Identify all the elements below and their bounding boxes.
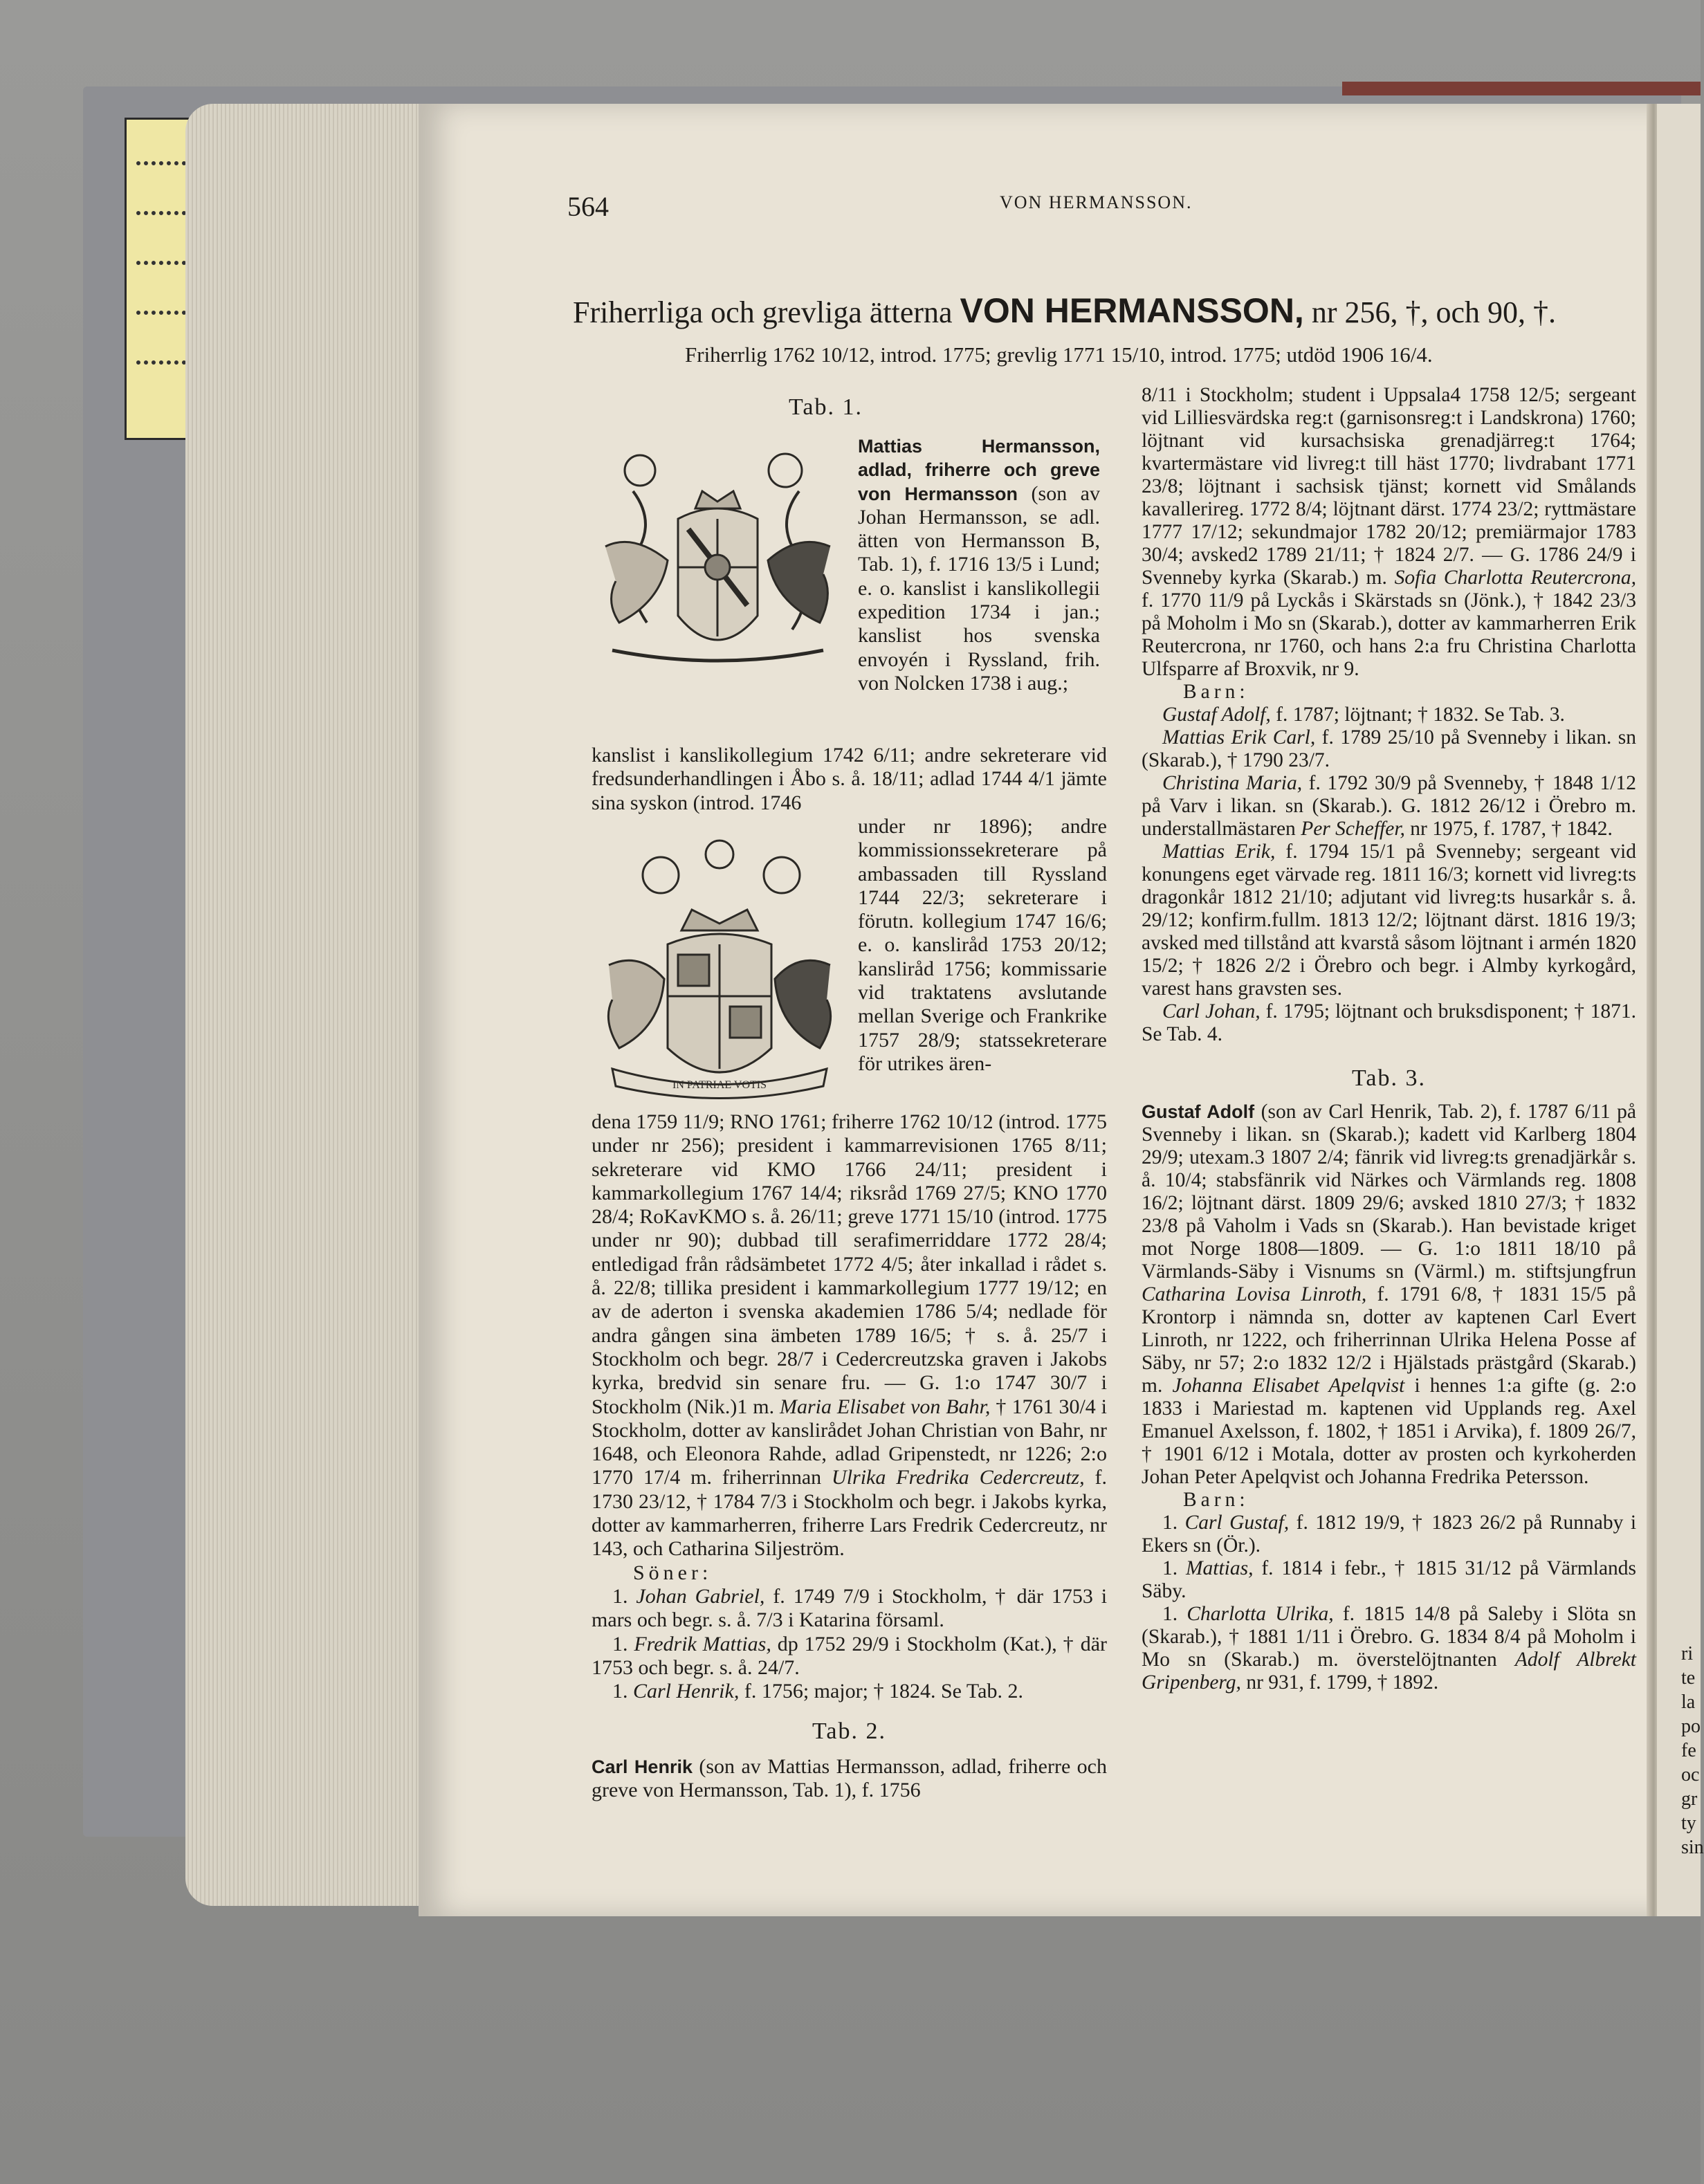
- comital-coat-of-arms-icon: [592, 827, 848, 1110]
- facing-page-fragment: gr: [1681, 1788, 1698, 1810]
- tab1-text-column-3: [858, 815, 1107, 1076]
- tab1-son-3: 1. Carl Henrik, f. 1756; major; † 1824. Se Tab. 2.: [612, 1680, 1023, 1703]
- tab2-child-5: Carl Johan, f. 1795; löjtnant och bruksdisponent; † 1871. Se Tab. 4.: [1142, 1000, 1637, 1045]
- title-prefix: Friherrliga och grevliga ätterna: [573, 295, 960, 329]
- tab1-name: Mattias Hermansson, adlad, friherre och greve von Hermansson: [858, 436, 1100, 504]
- facing-page-fragment: oc: [1681, 1764, 1700, 1786]
- right-column: [1142, 384, 1636, 1694]
- facing-page-fragment: ty: [1681, 1813, 1696, 1834]
- tab1-son-1: 1. Johan Gabriel, f. 1749 7/9 i Stockholm, † där 1753 i mars och begr. s. å. 7/3 i Katarina församl.: [592, 1584, 1108, 1632]
- tab3-child-1: 1. Carl Gustaf, f. 1812 19/9, † 1823 26/2 på Runnaby i Ekers sn (Ör.).: [1142, 1512, 1637, 1557]
- tab3-text-1: (son av Carl Henrik, Tab. 2), f. 1787 6/11 på Svenneby i likan. sn (Skarab.); kadett vid Karlberg 1804 29/9; utexam.3 1807 2/4; fänrik vid livreg:ts grenadjärkår s. å. 10/4; stabsfänrik vid Närkes och Värmlands reg. 1808 16/2; löjtnant därst. 1809 29/6; avsked 1810 27/3; † 1832 23/8 på Vaholm i Vads sn (Skarab.). Han bevistade kriget mot Norge 1808—1809. — G. 1:o 1811 18/10 på Värmlands-Säby i Visnums sn (Värml.) m. stiftsjungfrun: [1142, 1101, 1636, 1283]
- page-subtitle: Friherrlig 1762 10/12, introd. 1775; grevlig 1771 15/10, introd. 1775; utdöd 1906 16/4.: [685, 342, 1433, 367]
- tab3-barn-heading: Barn:: [1183, 1489, 1249, 1511]
- tab1-wife-2: Ulrika Fredrika Cedercreutz,: [832, 1466, 1085, 1489]
- tab3-name: Gustaf Adolf: [1142, 1101, 1255, 1122]
- tab2-child-3: Christina Maria, f. 1792 30/9 på Svenneby, † 1848 1/12 på Varv i likan. sn (Skarab.). G. 1812 26/12 i Örebro m. understallmästaren Per Scheffer, nr 1975, f. 1787, † 1842.: [1142, 772, 1636, 840]
- tab1-heading: Tab. 1.: [789, 394, 863, 420]
- page-title: [573, 291, 1638, 331]
- tab2-name: Carl Henrik: [592, 1756, 693, 1777]
- coat-of-arms-motto: IN PATRIAE VOTIS: [672, 1079, 767, 1091]
- facing-page-fragment: po: [1681, 1716, 1701, 1737]
- tab1-text-2: kanslist i kanslikollegium 1742 6/11; andre sekreterare vid fredsunderhandlingen i Åbo s. å. 18/11; adlad 1744 4/1 jämte sina syskon (introd. 1746: [592, 744, 1107, 814]
- tab1-intro-column: [858, 434, 1100, 695]
- tab2-child-4: Mattias Erik, f. 1794 15/1 på Svenneby; sergeant vid konungens eget värvade reg. 1811 16/3; kornett vid livreg:ts dragonkår 1812 21/10; adjutant vid livreg:ts husarkår s. å. 29/12; konfirm.fullm. 1813 12/2; löjtnant därst. 1816 19/3; avsked med tillstånd att kvarstå såsom löjtnant i armén 1820 15/2; † 1826 2/2 i Örebro och begr. i Almby kyrkogård, varest hans gravsten ses.: [1142, 841, 1636, 1000]
- tab1-text-5: † 1761 30/4 i Stockholm, dotter av kanslirådet Johan Christian von Bahr, nr 1648, och Eleonora Rahde, adlad Gripenstedt, nr 1226; 2:o 1770 17/4 m. friherrinnan: [592, 1395, 1108, 1489]
- title-suffix: nr 256, †, och 90, †.: [1303, 295, 1556, 329]
- page-edges: [185, 104, 428, 1906]
- tab2-child-2: Mattias Erik Carl, f. 1789 25/10 på Svenneby i likan. sn (Skarab.), † 1790 23/7.: [1142, 726, 1636, 771]
- tab2-text-1: (son av Mattias Hermansson, adlad, friherre och greve von Hermansson, Tab. 1), f. 1756: [592, 1754, 1107, 1802]
- tab3-child-3: 1. Charlotta Ulrika, f. 1815 14/8 på Saleby i Slöta sn (Skarab.), † 1881 1/11 i Örebro. G. 1834 8/4 på Moholm i Mo sn (Skarab.) m. överstelöjtnanten Adolf Albrekt Gripenberg, nr 931, f. 1799, † 1892.: [1142, 1603, 1636, 1694]
- page-number: 564: [567, 191, 609, 222]
- tab2-text-cont: 8/11 i Stockholm; student i Uppsala4 1758 12/5; sergeant vid Lilliesvärdska reg:t (garnisonsreg:t i Landskrona) 1760; löjtnant vid kursachsiska grenadjärreg:t 1764; kvartermästare vid livreg:t till häst 1770; livdrabant 1771 23/8; löjtnant i sachsisk tjänst; kornett vid Smålands kavallerireg. 1772 8/4; löjtnant därst. 1774 23/2; ryttmästare 1777 17/12; sekundmajor 1782 20/12; premiärmajor 1783 30/4; avsked2 1789 21/11; † 1824 2/7. — G. 1786 24/9 i Svenneby kyrka (Skarab.) m.: [1142, 384, 1636, 589]
- tab3-text-2: f. 1791 6/8, † 1831 15/5 på Krontorp i nämnda sn, dotter av kaptenen Carl Evert Linroth, nr 1222, och friherrinnan Ulrika Helena Posse af Säby, nr 57; 2:o 1832 12/2 i Hjälstads prästgård (Skarab.) m.: [1142, 1283, 1637, 1397]
- tab2-text-2: f. 1770 11/9 på Lyckås i Skärstads sn (Jönk.), † 1842 23/3 på Moholm i Mo sn (Skarab.), dotter av kammarherren Erik Reutercrona, nr 1760, och hans 2:a fru Christina Charlotta Ulfsparre af Broxvik, nr 9.: [1142, 589, 1636, 680]
- book-spine-edge: [1342, 82, 1701, 95]
- tab1-text-3: under nr 1896); andre kommissionssekreterare på ambassaden till Ryssland 1744 22/3; sekreterare i förutn. kollegium 1747 16/6; e. o. kansliråd 1753 20/12; kansliråd 1756; kommissarie vid traktatens avslutande mellan Sverige och Frankrike 1757 28/9; statssekreterare för utrikes ären-: [858, 815, 1107, 1075]
- tab1-soner-heading: Söner:: [633, 1561, 713, 1584]
- facing-page-fragment: ri: [1681, 1643, 1694, 1664]
- tab3-child-2: 1. Mattias, f. 1814 i febr., † 1815 31/12 på Värmlands Säby.: [1142, 1557, 1637, 1602]
- facing-page-fragment: te: [1681, 1667, 1696, 1689]
- tab2-heading: Tab. 2.: [812, 1718, 886, 1745]
- facing-page: [1657, 104, 1701, 1916]
- tab2-wife: Sofia Charlotta Reutercrona,: [1394, 567, 1637, 589]
- tab1-text-4: dena 1759 11/9; RNO 1761; friherre 1762 10/12 (introd. 1775 under nr 256); president i kammarrevisionen 1765 8/11; sekreterare vid KMO 1766 24/11; president i kammarkollegium 1767 14/4; riksråd 1769 27/5; KNO 1770 28/4; RoKavKMO s. å. 26/11; greve 1771 15/10 (introd. 1775 under nr 90); dubbad till serafimerriddare 1772 28/4; entledigad från rådsämbetet 1772 4/5; åter inkallad i rådet s. å. 22/8; tillika president i kammarkollegium 1777 19/12; en av de aderton i svenska akademien 1786 5/4; nedlade för andra gången sina ämbeten 1789 16/5; † s. å. 25/7 i Stockholm och begr. 28/7 i Cedercreutzska graven i Jakobs kyrka, bredvid sin senare fru. — G. 1:o 1747 30/7 i Stockholm (Nik.)1 m.: [592, 1110, 1107, 1418]
- tab3-wife-2: Johanna Elisabet Apelqvist: [1172, 1375, 1405, 1397]
- facing-page-fragment: sin: [1681, 1837, 1704, 1858]
- tab1-main-column: [592, 1110, 1107, 1802]
- tab3-heading: Tab. 3.: [1352, 1065, 1426, 1091]
- tab1-text-1: (son av Johan Hermansson, se adl. ätten von Hermansson B, Tab. 1), f. 1716 13/5 i Lund; e. o. kanslist i kanslikollegii expedition 1734 i jan.; kanslist hos svenska envoyén i Ryssland, frih. von Nolcken 1738 i aug.;: [858, 481, 1100, 695]
- facing-page-fragment: fe: [1681, 1740, 1696, 1761]
- tab3-wife-1: Catharina Lovisa Linroth,: [1142, 1283, 1367, 1305]
- tab2-barn-heading: Barn:: [1183, 681, 1249, 703]
- tab1-text-6: f. 1730 23/12, † 1784 7/3 i Stockholm och begr. i Jakobs kyrka, dotter av kammarherren, friherre Lars Fredrik Cedercreutz, nr 143, och Catharina Siljeström.: [592, 1466, 1108, 1561]
- tab1-son-2: 1. Fredrik Mattias, dp 1752 29/9 i Stockholm (Kat.), † där 1753 och begr. s. å. 24/7.: [592, 1632, 1108, 1679]
- baronial-coat-of-arms-icon: [592, 443, 844, 685]
- facing-page-fragment: la: [1681, 1691, 1696, 1713]
- running-head: VON HERMANSSON.: [1000, 192, 1193, 212]
- tab1-text-column-2: [592, 744, 1107, 815]
- tab3-text-3: i hennes 1:a gifte (g. 2:o 1833 i Mariestad m. kaptenen vid Upplands reg. Axel Emanuel Axelsson, f. 1802, † 1851 i Arvika), f. 1809 26/7, † 1901 6/12 i Motala, dotter av prosten och kyrkoherden Johan Peter Apelqvist och Johanna Fredrika Petersson.: [1142, 1375, 1637, 1488]
- title-name: VON HERMANSSON,: [960, 291, 1304, 330]
- tab1-wife-1: Maria Elisabet von Bahr,: [779, 1395, 991, 1418]
- tab2-child-1: Gustaf Adolf, f. 1787; löjtnant; † 1832. Se Tab. 3.: [1162, 704, 1565, 726]
